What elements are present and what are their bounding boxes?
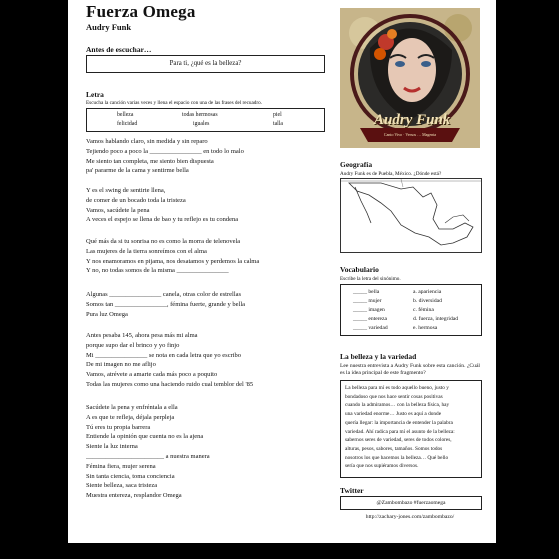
letra-heading: Letra [86, 90, 104, 99]
lyric-line: Muestra entereza, resplandor Omega [86, 492, 182, 500]
lyric-line: de comer de un bocado toda la tristeza [86, 196, 186, 204]
vocab-synonym: b. diversidad [413, 298, 442, 304]
belleza-heading: La belleza y la variedad [340, 352, 417, 361]
lyric-line: Siente belleza, saca tristeza [86, 482, 158, 490]
twitter-handle: @Zambombazo #fuerzaomega [376, 500, 446, 506]
word-bank-item: belleza [117, 112, 134, 118]
before-question: Para ti, ¿qué es la belleza? [169, 60, 242, 67]
lyric-line: Qué más da si tu sonrisa no es como la morra de telenovela [86, 238, 241, 245]
twitter-heading: Twitter [340, 486, 364, 495]
word-bank-item: talla [273, 121, 283, 127]
lyric-line: Y nos enamoramos en pijama, nos desatamos y perdemos la calma [86, 257, 260, 265]
lyrics-stanza [86, 237, 326, 276]
lyric-line: Sacúdete la pena y enfréntala a ella [86, 404, 178, 411]
twitter-box [340, 496, 482, 510]
lyric-line: Las mujeres de la tierra sonreímos con el alma [86, 247, 207, 255]
map-box [340, 178, 482, 253]
lyric-line: Entiende la opinión que cuenta no es la ajena [86, 433, 204, 441]
lyric-line: Siente la luz interna [86, 443, 138, 451]
word-bank-item: felicidad [117, 121, 138, 127]
letra-instructions: Escucha la canción varias veces y llena el espacio con una de las frases del recuadro. [86, 100, 263, 106]
song-title: Fuerza Omega [86, 2, 196, 21]
lyric-line: Y no, no todas somos de la misma ________________ [86, 267, 229, 275]
mexico-map [341, 179, 481, 252]
quote-line: una variedad enorme… Justo es aquí a donde [345, 411, 442, 418]
lyric-line: Sin tanta ciencia, toma conciencia [86, 472, 175, 480]
before-heading: Antes de escuchar… [86, 45, 152, 54]
vocab-instructions: Escribe la letra del sinónimo. [340, 276, 401, 282]
artist-name: Audry Funk [86, 22, 132, 32]
lyric-line: Vamos, sacúdete la pena [86, 206, 150, 214]
vocab-term: _____ bella [353, 289, 380, 295]
lyric-line: Tejiendo poco a poco la ________________ en todo lo malo [86, 147, 244, 155]
lyric-line: Somos tan ________________, fémina fuerte, grande y bella [86, 300, 246, 308]
lyric-line: Y es el swing de sentirte llena, [86, 187, 166, 194]
lyric-line: Tú eres tu propia barrera [86, 423, 151, 431]
quote-line: sabernos seres de variedad, seres de todos colores, [345, 437, 452, 444]
lyrics-stanza [86, 186, 326, 225]
lyrics-stanza [86, 403, 326, 501]
album-caption: Canto Vivo · Versos … Magenta [383, 132, 437, 137]
lyric-line: Pura luz Omega [86, 310, 128, 318]
lyrics-stanza [86, 137, 326, 176]
quote-line: quería llegar: la importancia de entender la palabra [345, 419, 453, 426]
quote-line: La belleza para mí es todo aquello bueno, justo y [345, 385, 449, 391]
vocab-term: _____ imagen [353, 307, 385, 313]
vocab-heading: Vocabulario [340, 265, 379, 274]
lyric-line: ________________________ a nuestra manera [86, 452, 210, 460]
quote-text [341, 381, 481, 474]
word-bank-item: todas hermosas [182, 112, 218, 118]
geografia-heading: Geografía [340, 160, 373, 169]
lyric-line: De mi imagen no me aflijo [86, 361, 156, 369]
vocab-synonym: e. hermosa [413, 325, 438, 331]
lyrics-stanza [86, 290, 326, 319]
lyric-line: Vamos, atrévete a amarte cada más poco a poquito [86, 371, 218, 379]
before-question-box [86, 55, 325, 73]
quote-line: sería que nos supiéramos diversos. [345, 463, 419, 470]
vocab-term: _____ variedad [353, 325, 388, 331]
lyric-line: Algunas ________________ canela, otras color de estrellas [86, 291, 242, 298]
source-url[interactable]: http://zachary-jones.com/zambombazo/ [365, 514, 455, 520]
quote-box [340, 380, 482, 478]
vocab-synonym: c. fémina [413, 307, 434, 313]
lyric-line: pa' pararme de la cama y sentirme bella [86, 167, 189, 175]
vocab-term: _____ mujer [353, 298, 382, 304]
album-cover [340, 8, 480, 148]
lyric-line: porque supo dar el brinco y yo finjo [86, 341, 180, 349]
word-bank-item: piel [273, 112, 282, 118]
vocab-synonym: d. fuerza, integridad [413, 316, 459, 322]
album-logo: Audry Funk [374, 112, 451, 128]
lyric-line: Vamos hablando claro, sin medida y sin reparo [86, 138, 208, 145]
vocab-term: _____ entereza [353, 316, 388, 322]
lyric-line: Antes pesaba 145, ahora pesa más mi alma [86, 332, 198, 339]
lyric-line: Mi ________________ se nota en cada letra que yo escribo [86, 351, 242, 359]
lyric-line: A veces el espejo se llena de bao y tu reflejo es tu condena [86, 216, 239, 224]
vocab-synonym: a. apariencia [413, 289, 442, 295]
lyrics-stanza [86, 331, 326, 390]
word-bank-item: iguales [193, 121, 210, 127]
quote-line: variedad. Ahí radica para mí el asunto de la belleza: [345, 428, 455, 435]
lyric-line: A es que te refleja, déjala perpleja [86, 413, 175, 421]
lyric-line: Me siento tan completa, me siento bien dispuesta [86, 157, 214, 165]
quote-line: bondadoso que nos hace sentir cosas positivas [345, 393, 443, 400]
worksheet-page [68, 0, 496, 543]
quote-line: nosotros los que hacemos la belleza… Qué bello [345, 454, 449, 461]
belleza-intro: Lee nuestra entrevista a Audry Funk sobre esta canción. ¿Cuál es la idea principal de este fragmento? [340, 363, 480, 377]
lyric-line: Fémina fiera, mujer serena [86, 462, 156, 470]
vocab-box [340, 284, 482, 336]
quote-line: alturas, pesos, sabores, tamaños. Somos todos [345, 445, 443, 452]
word-bank [86, 108, 325, 132]
lyric-line: Todas las mujeres como una haciendo ruido cual temblor del '85 [86, 380, 254, 388]
geografia-question: Audry Funk es de Puebla, México. ¿Dónde está? [340, 171, 442, 177]
quote-line: cuando la admiramos… con la belleza física, hay [345, 402, 450, 409]
